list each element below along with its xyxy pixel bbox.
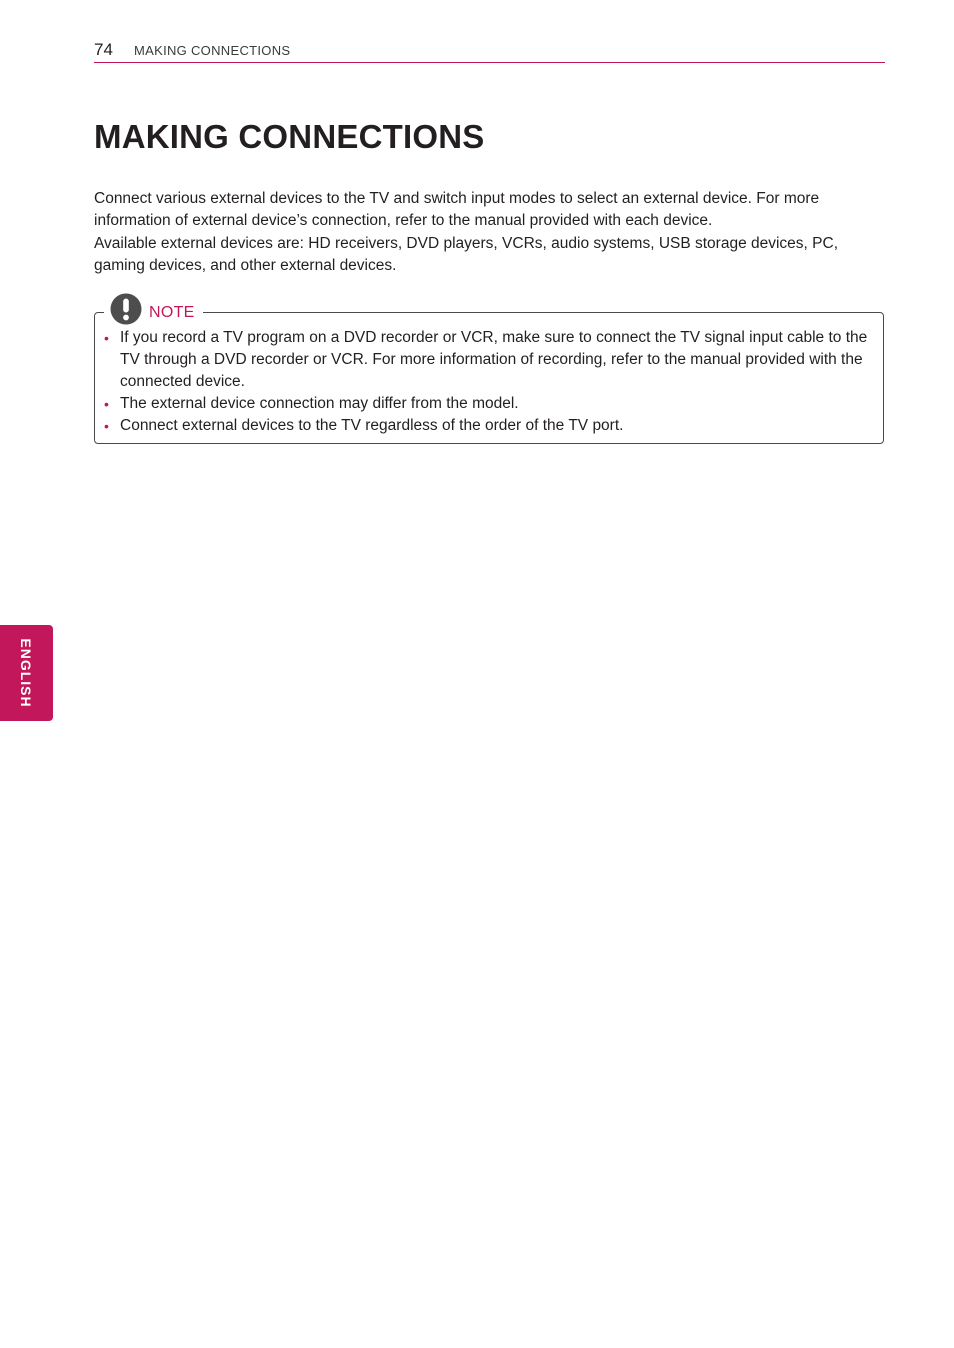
note-item-text: If you record a TV program on a DVD recorder or VCR, make sure to connect the TV signal input cable to the TV through a DVD recorder or VCR. For more information of recording, refer to the manual provided with the connected device. [120, 329, 868, 390]
note-item-text: The external device connection may differ from the model. [120, 395, 519, 412]
bullet-icon: • [104, 418, 109, 434]
list-item [104, 393, 874, 415]
page-header [94, 38, 885, 63]
note-header [104, 292, 203, 326]
page-number: 74 [94, 40, 113, 59]
running-title: MAKING CONNECTIONS [134, 43, 291, 58]
list-item [104, 415, 874, 437]
note-list [104, 327, 874, 437]
note-label: NOTE [149, 304, 195, 321]
language-side-tab [0, 625, 53, 721]
bullet-icon: • [104, 396, 109, 412]
note-item-text: Connect external devices to the TV regardless of the order of the TV port. [120, 417, 624, 434]
exclamation-circle-icon [110, 293, 142, 325]
page-title: MAKING CONNECTIONS [94, 118, 485, 155]
language-tab-label: ENGLISH [18, 638, 34, 708]
intro-paragraph: Connect various external devices to the TV and switch input modes to select an external device. For more information of external device’s connection, refer to the manual provided with each device. [94, 190, 820, 230]
list-item [104, 327, 874, 393]
intro-text [94, 188, 886, 277]
bullet-icon: • [104, 330, 109, 346]
intro-paragraph: Available external devices are: HD receivers, DVD players, VCRs, audio systems, USB storage devices, PC, gaming devices, and other external devices. [94, 234, 839, 274]
